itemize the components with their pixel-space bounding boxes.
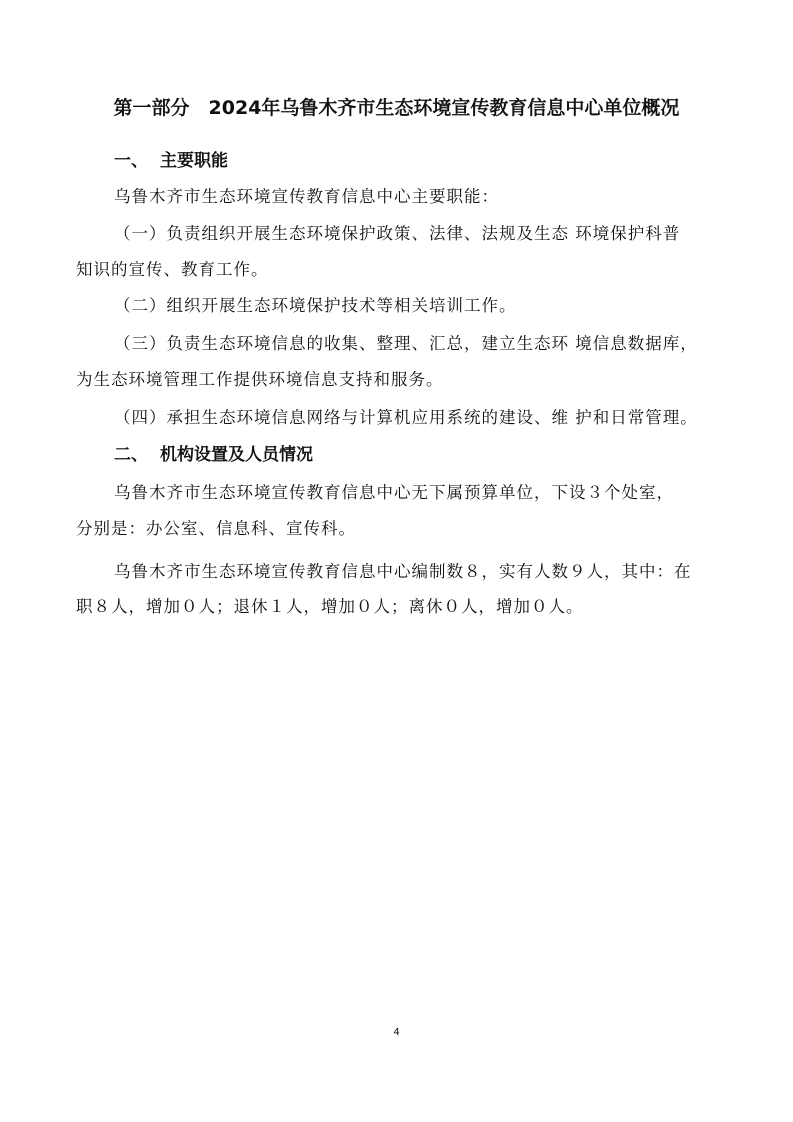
paragraph-line: 知识的宣传、教育工作。: [76, 260, 269, 279]
page-title: 第一部分 2024年乌鲁木齐市生态环境宣传教育信息中心单位概况: [113, 97, 680, 119]
page-number: 4: [393, 1027, 400, 1038]
section-heading-text: 主要职能: [160, 151, 228, 171]
section-number: 一、: [114, 151, 148, 171]
paragraph-line: 乌鲁木齐市生态环境宣传教育信息中心编制数８，实有人数９人，其中：在: [114, 562, 692, 581]
paragraph-line: 分别是：办公室、信息科、宣传科。: [76, 519, 356, 538]
section-number: 二、: [114, 445, 148, 465]
paragraph-line: 为生态环境管理工作提供环境信息支持和服务。: [76, 370, 444, 389]
paragraph-line: 职８人，增加０人；退休１人，增加０人；离休０人，增加０人。: [76, 597, 584, 616]
paragraph-line: （一）负责组织开展生态环境保护政策、法律、法规及生态 环境保护科普: [114, 224, 681, 243]
paragraph-line: （四）承担生态环境信息网络与计算机应用系统的建设、维 护和日常管理。: [114, 408, 698, 427]
section-heading-text: 机构设置及人员情况: [160, 445, 313, 465]
paragraph-line: （二）组织开展生态环境保护技术等相关培训工作。: [114, 296, 517, 315]
paragraph-line: 乌鲁木齐市生态环境宣传教育信息中心主要职能：: [114, 187, 499, 206]
paragraph-line: 乌鲁木齐市生态环境宣传教育信息中心无下属预算单位，下设３个处室，: [114, 483, 674, 502]
paragraph-line: （三）负责生态环境信息的收集、整理、汇总，建立生态环 境信息数据库，: [114, 334, 698, 353]
section-heading-organization: [114, 441, 313, 469]
section-heading-functions: [114, 147, 228, 175]
